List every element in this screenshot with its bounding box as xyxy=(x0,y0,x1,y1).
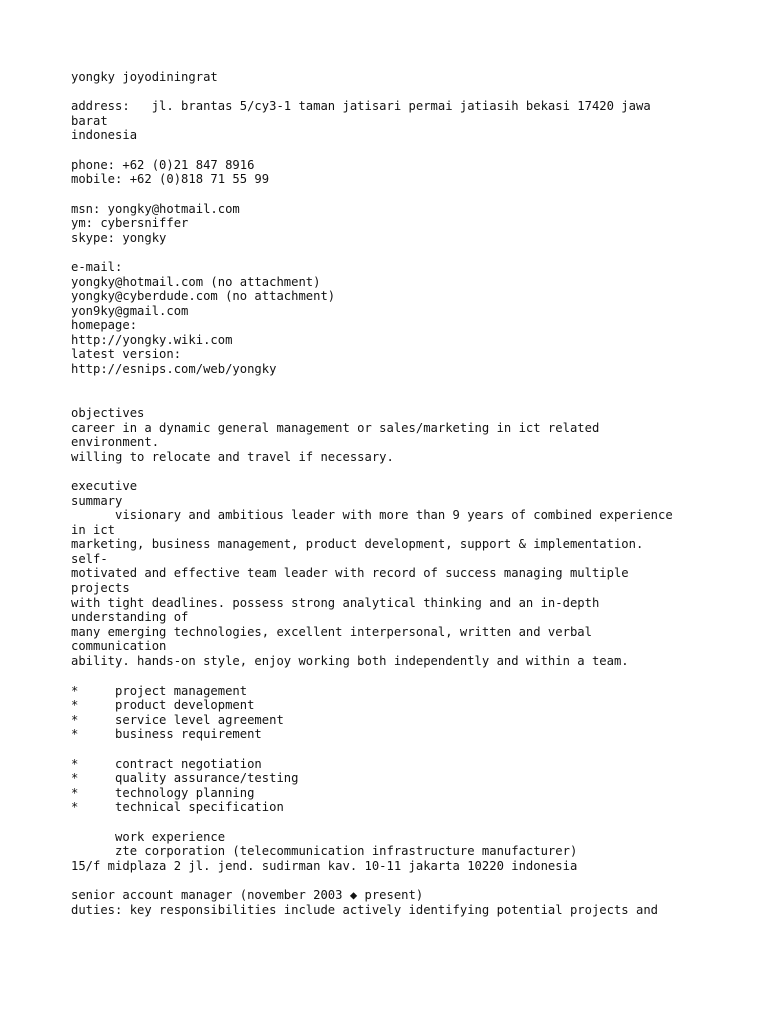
job-title: senior account manager (november 2003 ◆ present) xyxy=(71,888,424,902)
skype-line: skype: yongky xyxy=(71,231,167,245)
summary-text: motivated and effective team leader with record of success managing multiple xyxy=(71,566,629,580)
msn-line: msn: yongky@hotmail.com xyxy=(71,202,240,216)
summary-text: self- xyxy=(71,552,108,566)
summary-text: projects xyxy=(71,581,130,595)
mobile-line: mobile: +62 (0)818 71 55 99 xyxy=(71,172,270,186)
email-line: yon9ky@gmail.com xyxy=(71,304,189,318)
skill-item: * business requirement xyxy=(71,727,262,741)
summary-text: ability. hands-on style, enjoy working both independently and within a team. xyxy=(71,654,629,668)
email-line: yongky@hotmail.com (no attachment) xyxy=(71,275,321,289)
address-line: barat xyxy=(71,114,108,128)
skill-item: * technology planning xyxy=(71,786,255,800)
skill-item: * project management xyxy=(71,684,248,698)
employer-address: 15/f midplaza 2 jl. jend. sudirman kav. 10-11 jakarta 10220 indonesia xyxy=(71,859,578,873)
address-line: address: jl. brantas 5/cy3-1 taman jatisari permai jatiasih bekasi 17420 jawa xyxy=(71,99,651,113)
job-duties: duties: key responsibilities include actively identifying potential projects and xyxy=(71,903,658,917)
skill-item: * product development xyxy=(71,698,255,712)
skill-item: * quality assurance/testing xyxy=(71,771,299,785)
objectives-text: career in a dynamic general management or sales/marketing in ict related xyxy=(71,421,600,435)
work-experience-heading: work experience xyxy=(71,830,226,844)
email-line: yongky@cyberdude.com (no attachment) xyxy=(71,289,336,303)
homepage-label: homepage: xyxy=(71,318,138,332)
summary-text: visionary and ambitious leader with more than 9 years of combined experience xyxy=(71,508,673,522)
phone-line: phone: +62 (0)21 847 8916 xyxy=(71,158,255,172)
employer-name: zte corporation (telecommunication infrastructure manufacturer) xyxy=(71,844,578,858)
objectives-heading: objectives xyxy=(71,406,145,420)
email-label: e-mail: xyxy=(71,260,123,274)
skill-item: * technical specification xyxy=(71,800,284,814)
skill-item: * service level agreement xyxy=(71,713,284,727)
summary-text: understanding of xyxy=(71,610,189,624)
resume-name: yongky joyodiningrat xyxy=(71,70,218,84)
summary-text: many emerging technologies, excellent interpersonal, written and verbal xyxy=(71,625,592,639)
ym-line: ym: cybersniffer xyxy=(71,216,189,230)
objectives-text: willing to relocate and travel if necessary. xyxy=(71,450,394,464)
summary-heading: summary xyxy=(71,494,123,508)
summary-text: marketing, business management, product development, support & implementation. xyxy=(71,537,644,551)
skill-item: * contract negotiation xyxy=(71,757,262,771)
summary-text: with tight deadlines. possess strong analytical thinking and an in-depth xyxy=(71,596,600,610)
latest-version-label: latest version: xyxy=(71,347,182,361)
address-line: indonesia xyxy=(71,128,138,142)
summary-heading: executive xyxy=(71,479,138,493)
summary-text: communication xyxy=(71,639,167,653)
summary-text: in ict xyxy=(71,523,116,537)
latest-version-url: http://esnips.com/web/yongky xyxy=(71,362,277,376)
objectives-text: environment. xyxy=(71,435,160,449)
homepage-url: http://yongky.wiki.com xyxy=(71,333,233,347)
